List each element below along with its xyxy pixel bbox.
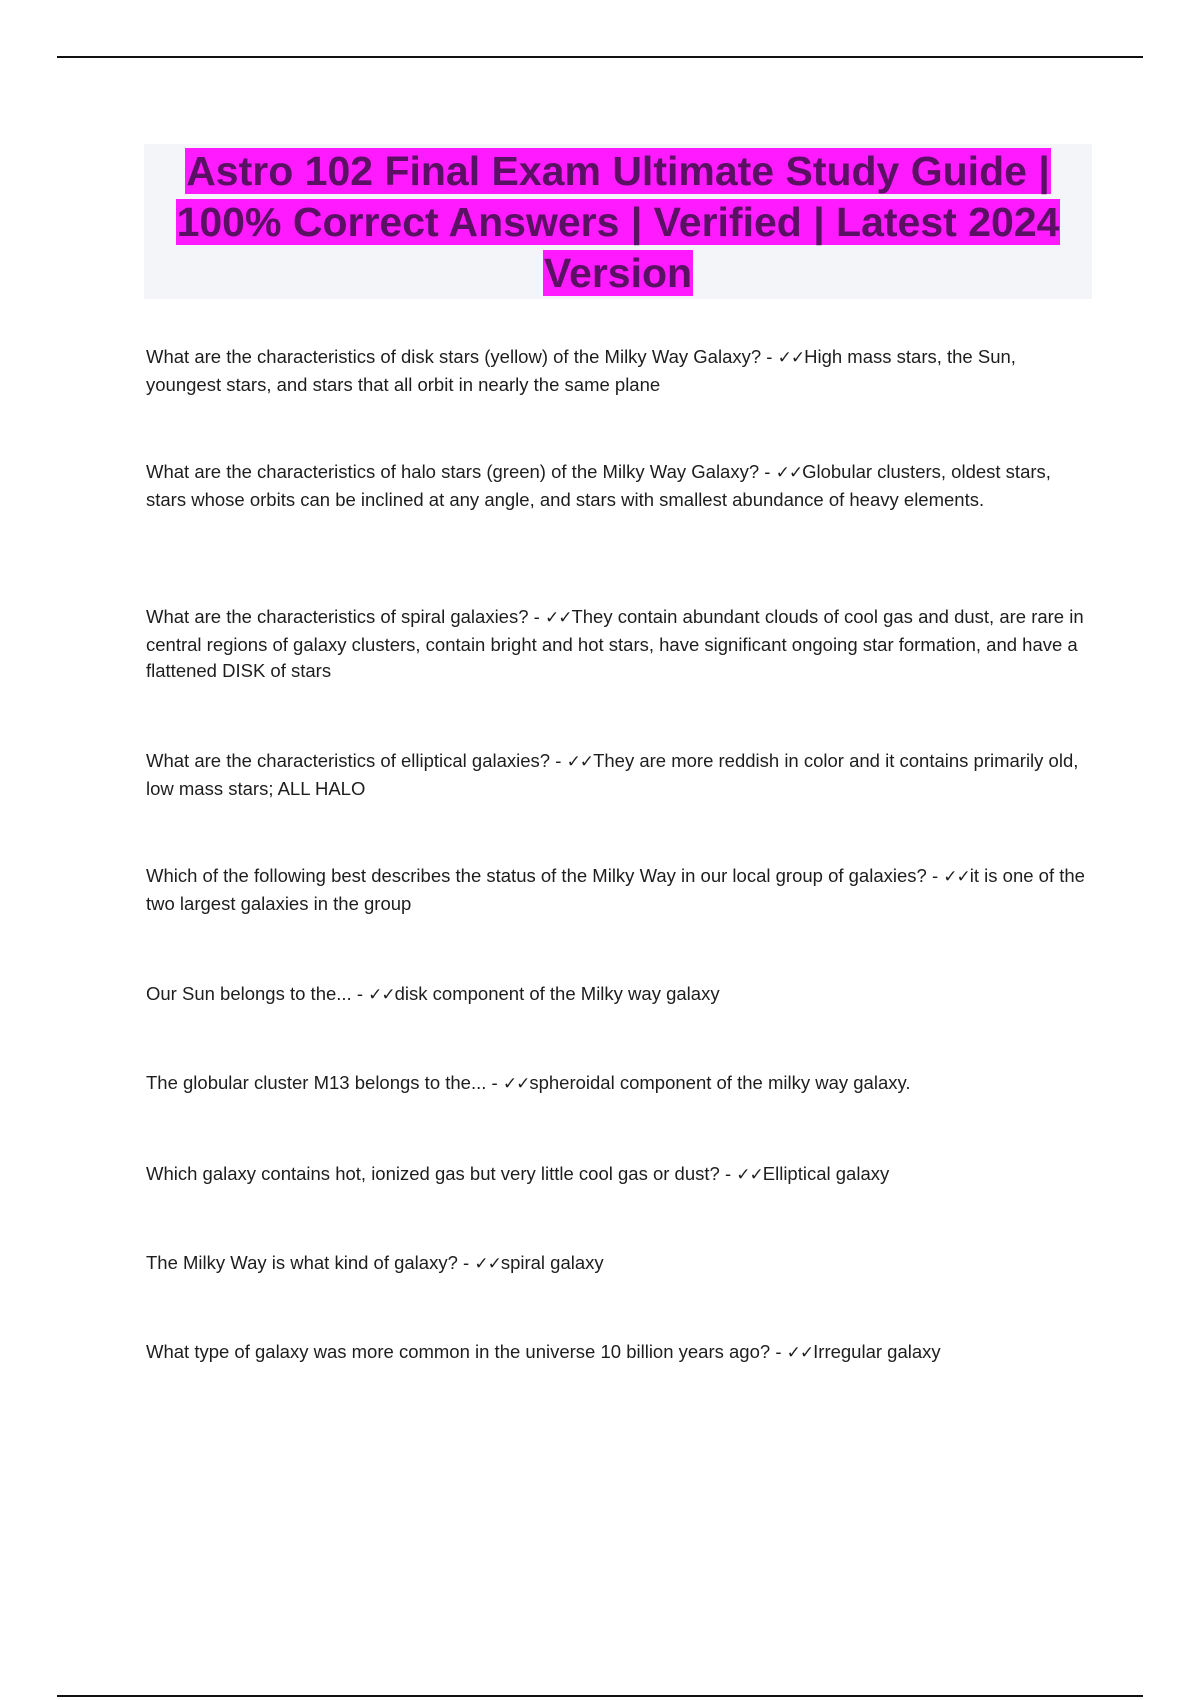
qa-item [146, 1070, 1091, 1098]
separator: - [761, 346, 778, 367]
qa-item [146, 1339, 1091, 1367]
document-title [144, 146, 1092, 299]
separator: - [351, 983, 369, 1004]
check-icon: ✓✓ [943, 867, 970, 887]
qa-item [146, 1161, 1091, 1189]
answer-text: disk component of the Milky way galaxy [394, 983, 720, 1004]
check-icon: ✓✓ [502, 1074, 530, 1094]
answer-text: They are more reddish in color and it contains primarily old, low mass stars; ALL HALO [146, 750, 1079, 799]
check-icon: ✓✓ [544, 608, 572, 628]
question-text: What are the characteristics of elliptical galaxies? [146, 750, 551, 771]
answer-text: Elliptical galaxy [762, 1163, 890, 1184]
check-icon: ✓✓ [736, 1165, 763, 1185]
question-text: The globular cluster M13 belongs to the... [146, 1072, 487, 1093]
separator: - [486, 1072, 503, 1093]
question-text: Our Sun belongs to the... [146, 983, 352, 1004]
answer-text: spiral galaxy [500, 1252, 604, 1273]
check-icon: ✓✓ [474, 1254, 501, 1274]
title-block [144, 144, 1092, 299]
qa-item [146, 344, 1091, 398]
top-divider [57, 56, 1143, 58]
separator: - [550, 750, 567, 771]
answer-text: it is one of the two largest galaxies in the group [146, 865, 1085, 914]
question-text: The Milky Way is what kind of galaxy? [146, 1252, 458, 1273]
answer-text: Globular clusters, oldest stars, stars whose orbits can be inclined at any angle, and stars with smallest abundance of heavy elements. [146, 461, 1051, 510]
question-text: What type of galaxy was more common in the universe 10 billion years ago? [146, 1341, 771, 1362]
bottom-divider [57, 1695, 1143, 1697]
qa-item [146, 1250, 1091, 1278]
question-text: What are the characteristics of halo stars (green) of the Milky Way Galaxy? [146, 461, 760, 482]
separator: - [528, 606, 545, 627]
qa-item [146, 748, 1091, 802]
answer-text: They contain abundant clouds of cool gas and dust, are rare in central regions of galaxy clusters, contain bright and hot stars, have significant ongoing star formation, and have a flattened DISK of stars [146, 606, 1084, 681]
answer-text: Irregular galaxy [813, 1341, 941, 1362]
answer-text: High mass stars, the Sun, youngest stars, and stars that all orbit in nearly the same plane [146, 346, 1016, 395]
separator: - [457, 1252, 475, 1273]
qa-item [146, 604, 1091, 685]
separator: - [770, 1341, 787, 1362]
answer-text: spheroidal component of the milky way galaxy. [529, 1072, 911, 1093]
separator: - [759, 461, 776, 482]
question-text: Which of the following best describes the status of the Milky Way in our local group of galaxies? [146, 865, 927, 886]
qa-item [146, 981, 1091, 1009]
question-text: What are the characteristics of spiral galaxies? [146, 606, 529, 627]
check-icon: ✓✓ [777, 348, 805, 368]
check-icon: ✓✓ [368, 985, 395, 1005]
question-text: What are the characteristics of disk stars (yellow) of the Milky Way Galaxy? [146, 346, 762, 367]
qa-item [146, 459, 1091, 513]
check-icon: ✓✓ [566, 752, 594, 772]
qa-item [146, 863, 1091, 917]
check-icon: ✓✓ [775, 463, 803, 483]
separator: - [719, 1163, 737, 1184]
question-text: Which galaxy contains hot, ionized gas but very little cool gas or dust? [146, 1163, 720, 1184]
check-icon: ✓✓ [786, 1343, 814, 1363]
title-highlight: Astro 102 Final Exam Ultimate Study Guide | 100% Correct Answers | Verified | Latest 2024 Version [176, 148, 1060, 296]
separator: - [926, 865, 944, 886]
